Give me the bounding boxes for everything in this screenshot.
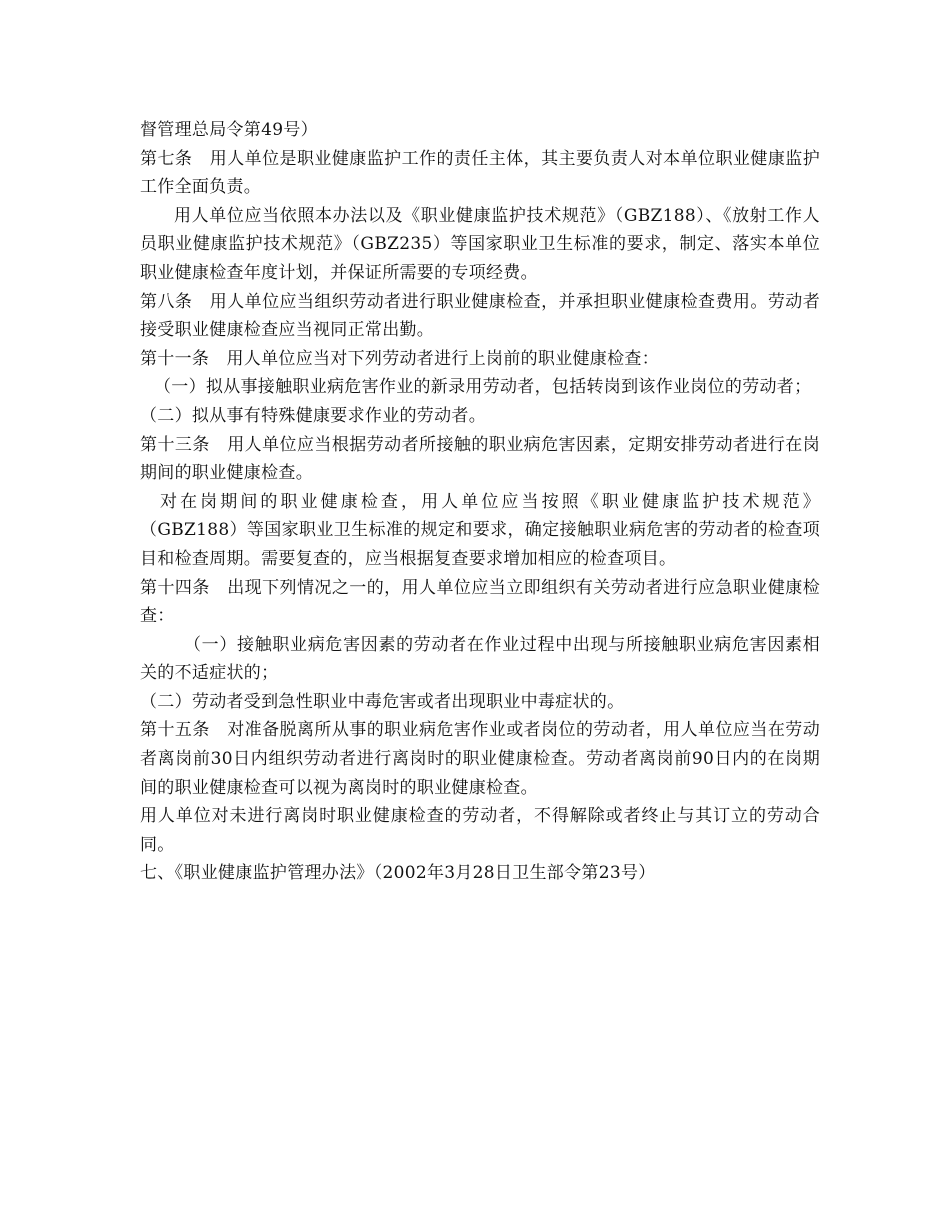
- section-heading-7: 七、《职业健康监护管理办法》（2002年3月28日卫生部令第23号）: [140, 863, 656, 884]
- article-15-clause-2: 用人单位对未进行离岗时职业健康检查的劳动者，不得解除或者终止与其订立的劳动合同。: [140, 806, 820, 855]
- paragraph-continuation: 督管理总局令第49号）: [140, 120, 318, 140]
- article-11: 第十一条 用人单位应当对下列劳动者进行上岗前的职业健康检查：: [140, 348, 659, 369]
- article-13-clause-2: 对在岗期间的职业健康检查，用人单位应当按照《职业健康监护技术规范》（GBZ188）等国家职业卫生标准的规定和要求，确定接触职业病危害的劳动者的检查项目和检查周期。需要复查的，应当根据复查要求增加相应的检查项目。: [140, 491, 820, 569]
- article-8: 第八条 用人单位应当组织劳动者进行职业健康检查，并承担职业健康检查费用。劳动者接受职业健康检查应当视同正常出勤。: [140, 291, 820, 341]
- article-14: 第十四条 出现下列情况之一的，用人单位应当立即组织有关劳动者进行应急职业健康检查：: [140, 577, 820, 627]
- article-15: 第十五条 对准备脱离所从事的职业病危害作业或者岗位的劳动者，用人单位应当在劳动者离岗前30日内组织劳动者进行离岗时的职业健康检查。劳动者离岗前90日内的在岗期间的职业健康检查可以视为离岗时的职业健康检查。: [140, 720, 820, 798]
- article-7-clause-2: 用人单位应当依照本办法以及《职业健康监护技术规范》（GBZ188）、《放射工作人员职业健康监护技术规范》（GBZ235）等国家职业卫生标准的要求，制定、落实本单位职业健康检查年度计划，并保证所需要的专项经费。: [140, 205, 820, 283]
- article-14-item-2: （二）劳动者受到急性职业中毒危害或者出现职业中毒症状的。: [140, 691, 625, 712]
- article-13: 第十三条 用人单位应当根据劳动者所接触的职业病危害因素，定期安排劳动者进行在岗期间的职业健康检查。: [140, 434, 820, 484]
- article-11-item-2: （二）拟从事有特殊健康要求作业的劳动者。: [140, 405, 486, 426]
- article-14-item-1: （一）接触职业病危害因素的劳动者在作业过程中出现与所接触职业病危害因素相关的不适症状的；: [140, 634, 820, 684]
- document-body: [140, 116, 820, 888]
- article-7: 第七条 用人单位是职业健康监护工作的责任主体，其主要负责人对本单位职业健康监护工作全面负责。: [140, 148, 820, 198]
- article-11-item-1: （一）拟从事接触职业病危害作业的新录用劳动者，包括转岗到该作业岗位的劳动者；: [154, 377, 812, 398]
